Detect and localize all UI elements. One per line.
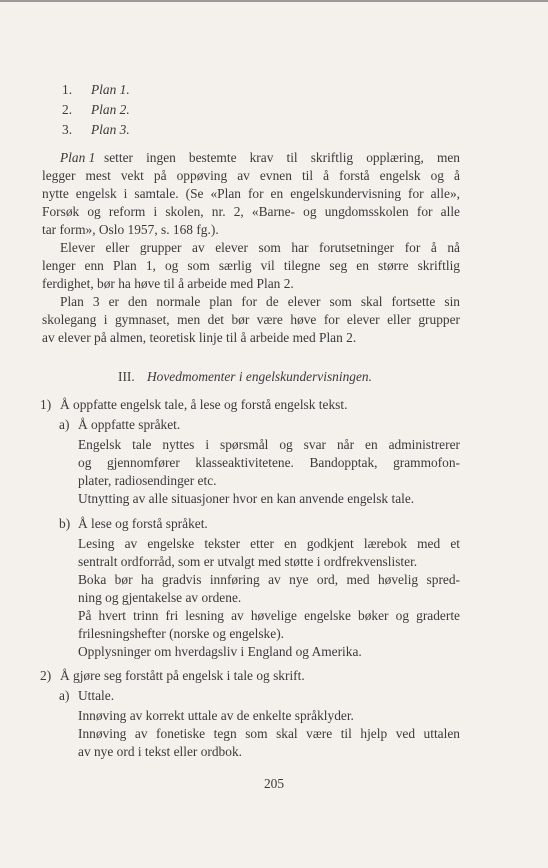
page-number: 205: [263, 776, 285, 791]
item1b-title: Å lese og forstå språket.: [78, 516, 208, 531]
elever-line-2: lenger enn Plan 1, og som særlig vil tilegne seg en større skriftlig: [42, 258, 460, 273]
plan1-line-5: tar form», Oslo 1957, s. 168 fg.).: [42, 222, 219, 237]
item1b-line-2: sentralt ordforråd, som er utvalgt med støtte i ordfrekvenslister.: [78, 554, 418, 569]
item1-marker: 1): [40, 397, 52, 412]
item2a-line-1: Innøving av korrekt uttale av de enkelte språklyder.: [78, 708, 354, 723]
plan3-line-3: av elever på almen, teoretisk linje til å arbeide med Plan 2.: [42, 330, 357, 345]
plan1-line-4: Forsøk og reform i skolen, nr. 2, «Barne- og ungdomsskolen for alle: [42, 204, 460, 219]
plan-list-item-2: Plan 2.: [91, 102, 130, 117]
plan-list-num-3: 3.: [62, 122, 73, 137]
item2-marker: 2): [40, 668, 52, 683]
item1b-line-4: ning og gjentakelse av ordene.: [78, 590, 242, 605]
plan-list-item-3: Plan 3.: [91, 122, 130, 137]
elever-line-1: Elever eller grupper av elever som har forutsetninger for å nå: [60, 240, 460, 255]
item1a-extra: Utnytting av alle situasjoner hvor en kan anvende engelsk tale.: [78, 491, 415, 506]
item2a-marker: a): [59, 688, 70, 703]
elever-line-3: ferdighet, bør ha høve til å arbeide med Plan 2.: [42, 276, 294, 291]
item2a-line-2: Innøving av fonetiske tegn som skal være til hjelp ved uttalen: [78, 726, 460, 741]
section-number: III.: [118, 369, 135, 384]
plan-list-num-1: 1.: [62, 82, 73, 97]
item2-text: Å gjøre seg forstått på engelsk i tale og skrift.: [60, 668, 305, 683]
item1b-line-5: På hvert trinn fri lesning av høvelige engelske bøker og graderte: [78, 608, 460, 623]
plan1-line-1: setter ingen bestemte krav til skriftlig opplæring, men: [104, 150, 460, 165]
item1b-marker: b): [59, 516, 71, 531]
plan3-line-2: skolegang i gymnaset, men det bør være høve for elever eller grupper: [42, 312, 460, 327]
item1b-line-1: Lesing av engelske tekster etter en godkjent lærebok med et: [78, 536, 460, 551]
item1b-line-3: Boka bør ha gradvis innføring av nye ord, med høvelig spred-: [78, 572, 460, 587]
plan1-line-3: nytte engelsk i samtale. (Se «Plan for en engelskundervisning for alle»,: [42, 186, 460, 201]
plan-list-item-1: Plan 1.: [91, 82, 130, 97]
section-title: Hovedmomenter i engelskundervisningen.: [147, 369, 372, 384]
plan1-lead: Plan 1: [60, 150, 96, 165]
item1a-marker: a): [59, 417, 70, 432]
item1a-line-1: Engelsk tale nyttes i spørsmål og svar når en administrerer: [78, 437, 460, 452]
item1b-extra: Opplysninger om hverdagsliv i England og Amerika.: [78, 644, 362, 659]
item1a-line-3: plater, radiosendinger etc.: [78, 473, 217, 488]
plan-list-num-2: 2.: [62, 102, 73, 117]
plan1-line-2: legger mest vekt på oppøving av evnen til å forstå engelsk og å: [42, 168, 460, 183]
plan3-line-1: Plan 3 er den normale plan for de elever som skal fortsette sin: [60, 294, 460, 309]
item1-text: Å oppfatte engelsk tale, å lese og forstå engelsk tekst.: [60, 397, 348, 412]
item1a-line-2: og gjennomfører klasseaktivitetene. Bandopptak, grammofon-: [78, 455, 460, 470]
item1a-title: Å oppfatte språket.: [78, 417, 181, 432]
item2a-title: Uttale.: [78, 688, 115, 703]
item2a-line-3: av nye ord i tekst eller ordbok.: [78, 744, 242, 759]
item1b-line-6: frilesningshefter (norske og engelske).: [78, 626, 284, 641]
